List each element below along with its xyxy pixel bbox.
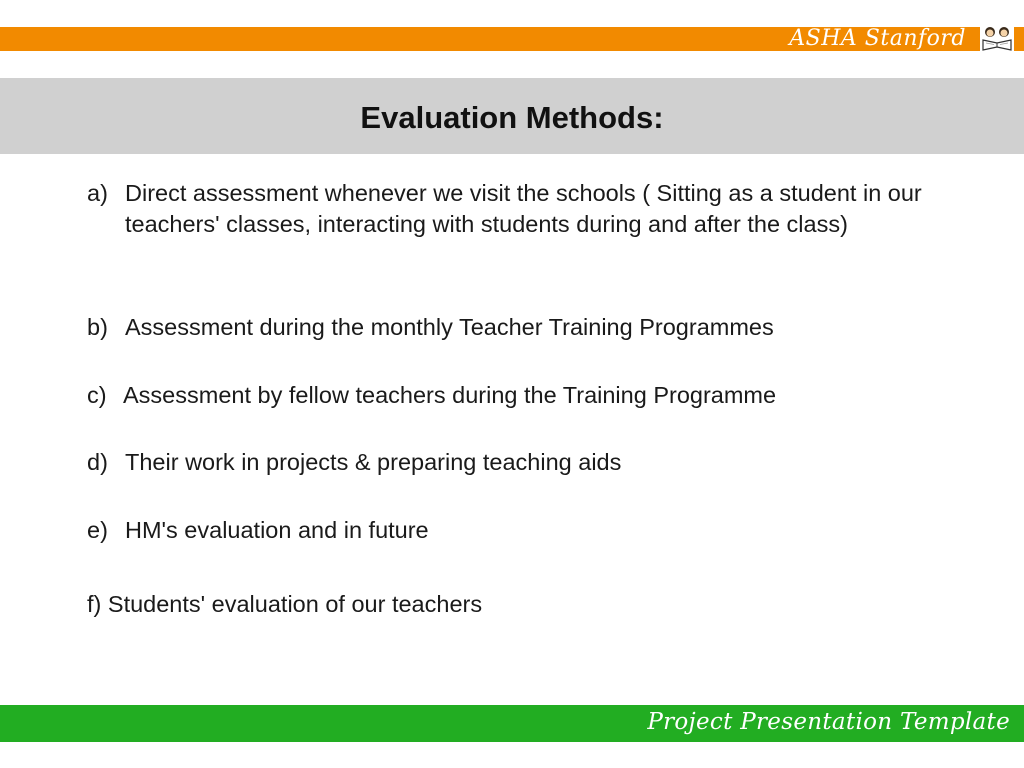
slide-title: Evaluation Methods: bbox=[360, 100, 664, 135]
list-item-text: HM's evaluation and in future bbox=[125, 517, 429, 543]
list-item bbox=[87, 515, 947, 546]
header-bar bbox=[0, 27, 1024, 51]
list-marker: a) bbox=[87, 180, 108, 206]
title-band bbox=[0, 78, 1024, 154]
children-reading-icon bbox=[980, 24, 1014, 52]
list-item bbox=[87, 178, 947, 240]
footer-bar bbox=[0, 705, 1024, 742]
list-marker: b) bbox=[87, 314, 108, 340]
list-marker: d) bbox=[87, 449, 108, 475]
list-item-text: Students' evaluation of our teachers bbox=[107, 591, 483, 617]
list-item-text: Direct assessment whenever we visit the schools ( Sitting as a student in our teachers' classes, interacting with students during and after the class) bbox=[125, 180, 922, 237]
list-item-text: Assessment by fellow teachers during the Training Programme bbox=[123, 382, 777, 408]
list-item-text: Assessment during the monthly Teacher Training Programmes bbox=[125, 314, 774, 340]
list-item bbox=[87, 589, 947, 620]
list-marker: e) bbox=[87, 517, 108, 543]
list-item bbox=[87, 447, 947, 478]
list-marker: c) bbox=[87, 382, 107, 408]
brand-name: ASHA Stanford bbox=[789, 26, 966, 51]
list-item-text: Their work in projects & preparing teaching aids bbox=[125, 449, 622, 475]
list-item bbox=[87, 312, 947, 343]
list-marker: f) bbox=[87, 591, 102, 617]
footer-label: Project Presentation Template bbox=[647, 709, 1010, 735]
list-item bbox=[87, 380, 947, 411]
